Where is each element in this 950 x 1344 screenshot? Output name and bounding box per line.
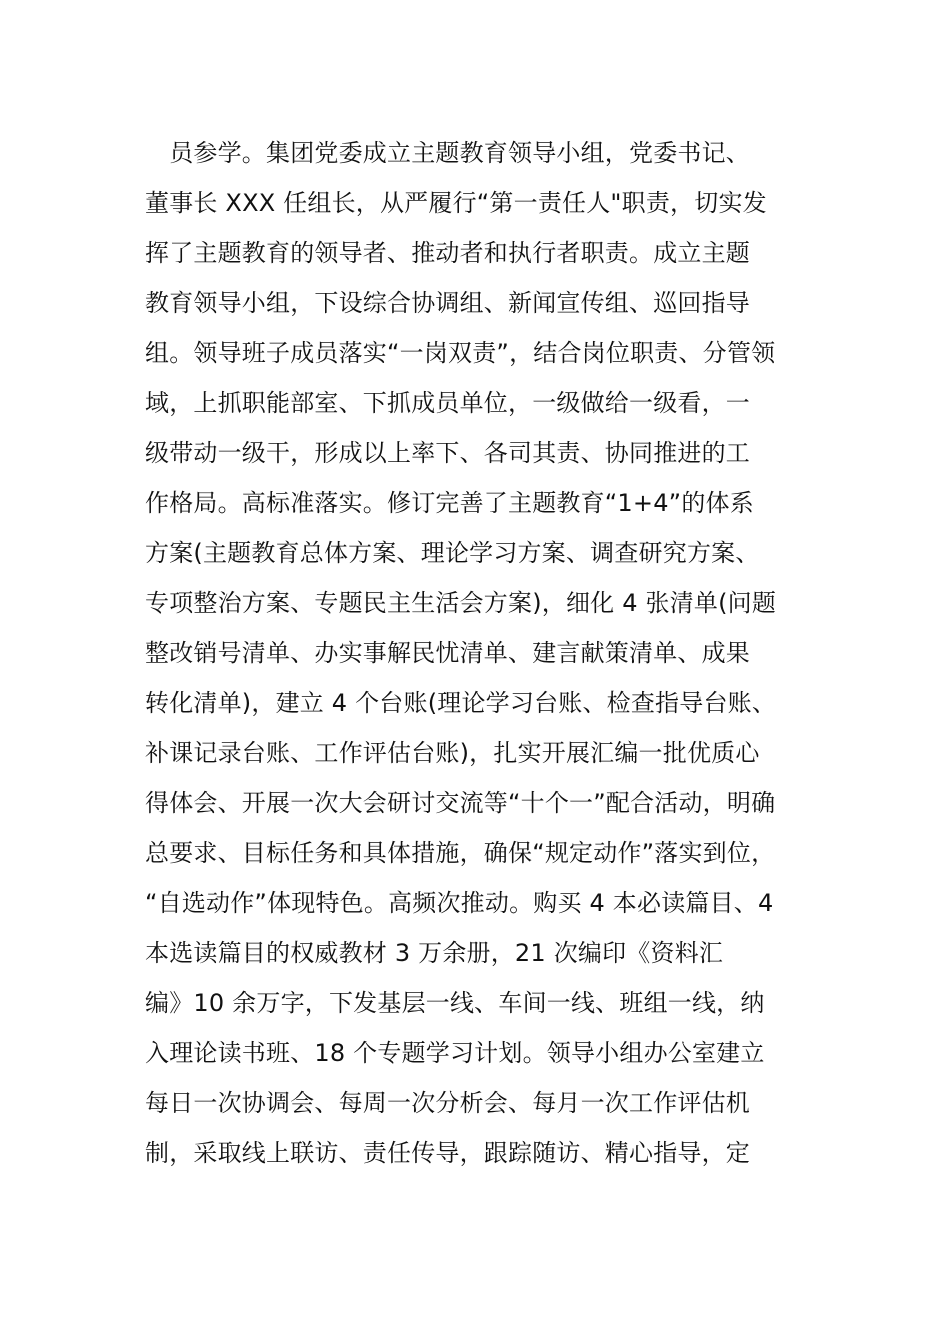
text-line: 本选读篇目的权威教材 3 万余册，21 次编印《资料汇: [145, 939, 724, 967]
text-line: 入理论读书班、18 个专题学习计划。领导小组办公室建立: [145, 1039, 765, 1067]
text-line: 挥了主题教育的领导者、推动者和执行者职责。成立主题: [145, 239, 750, 267]
text-line: 作格局。高标准落实。修订完善了主题教育“1+4”的体系: [145, 489, 754, 517]
text-line: 得体会、开展一次大会研讨交流等“十个一”配合活动，明确: [145, 789, 776, 817]
text-line: 编》10 余万字，下发基层一线、车间一线、班组一线，纳: [145, 989, 765, 1017]
text-line: 制，采取线上联访、责任传导，跟踪随访、精心指导，定: [145, 1139, 750, 1167]
text-line: “自选动作”体现特色。高频次推动。购买 4 本必读篇目、4: [145, 889, 774, 917]
text-line: 员参学。集团党委成立主题教育领导小组，党委书记、: [145, 139, 750, 167]
text-line: 级带动一级干，形成以上率下、各司其责、协同推进的工: [145, 439, 750, 467]
text-line: 组。领导班子成员落实“一岗双责”，结合岗位职责、分管领: [145, 339, 776, 367]
body-paragraph: [145, 128, 810, 1178]
text-line: 转化清单)，建立 4 个台账(理论学习台账、检查指导台账、: [145, 689, 777, 717]
text-line: 专项整治方案、专题民主生活会方案)，细化 4 张清单(问题: [145, 589, 777, 617]
text-line: 每日一次协调会、每周一次分析会、每月一次工作评估机: [145, 1089, 750, 1117]
text-line: 总要求、目标任务和具体措施，确保“规定动作”落实到位，: [145, 839, 776, 867]
text-line: 董事长 XXX 任组长，从严履行“第一责任人"职责，切实发: [145, 189, 767, 217]
text-line: 补课记录台账、工作评估台账)，扎实开展汇编一批优质心: [145, 739, 760, 767]
text-line: 整改销号清单、办实事解民忧清单、建言献策清单、成果: [145, 639, 750, 667]
text-line: 教育领导小组，下设综合协调组、新闻宣传组、巡回指导: [145, 289, 750, 317]
text-line: 域，上抓职能部室、下抓成员单位，一级做给一级看，一: [145, 389, 750, 417]
text-line: 方案(主题教育总体方案、理论学习方案、调查研究方案、: [145, 539, 760, 567]
